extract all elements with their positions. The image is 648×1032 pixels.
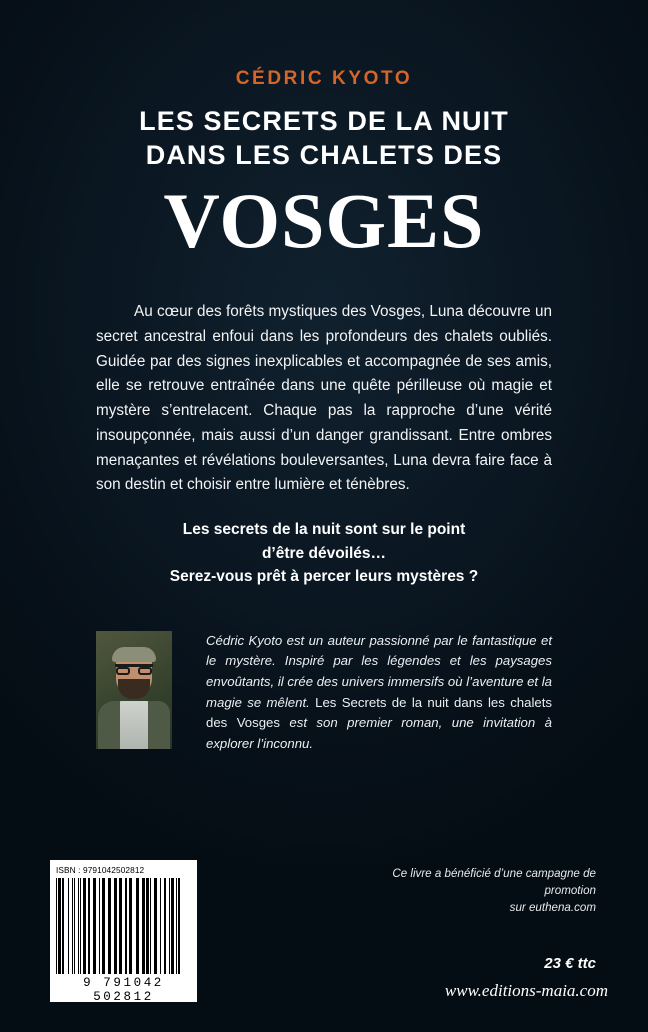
barcode-digits: 9 791042 502812 bbox=[83, 976, 164, 1004]
photo-jacket-right bbox=[148, 701, 170, 749]
photo-jacket-left bbox=[98, 701, 120, 749]
synopsis-text: Au cœur des forêts mystiques des Vosges, Luna découvre un secret ancestral enfoui dans les profondeurs des chalets oubliés. Guidée par des signes inexplicables et accompagnée de ses amis, elle se retrouve entraînée dans une quête périlleuse où magie et mystère s’entrelacent. Chaque pas la rapproche d’une vérité insoupçonnée, mais aussi d’un danger grandissant. Entre ombres menaçantes et révélations bouleversantes, Luna devra faire face à son destin et choisir entre lumière et ténèbres. bbox=[96, 303, 552, 494]
author-name: CÉDRIC KYOTO bbox=[235, 68, 413, 89]
title-line-1: LES SECRETS DE LA NUIT bbox=[139, 106, 509, 136]
tagline-line-1: Les secrets de la nuit sont sur le point bbox=[182, 521, 466, 539]
promotion-note bbox=[366, 866, 596, 916]
tagline-line-3: Serez-vous prêt à percer leurs mystères ? bbox=[169, 568, 479, 586]
title-block bbox=[0, 104, 648, 265]
photo-beard-shape bbox=[118, 679, 150, 699]
author-bio-text bbox=[206, 631, 552, 755]
title-line-2: DANS LES CHALETS DES bbox=[145, 140, 503, 171]
tagline-line-2: d’être dévoilés… bbox=[261, 544, 387, 562]
title-main-word: VOSGES bbox=[163, 177, 485, 265]
author-bio-section bbox=[96, 631, 552, 755]
barcode-bars bbox=[56, 878, 191, 974]
isbn-label: ISBN : 9791042502812 bbox=[56, 865, 145, 875]
publisher-website: www.editions-maia.com bbox=[444, 981, 608, 1000]
bio-book-title: Les Secrets de la nuit dans les chalets des Vosges bbox=[206, 694, 552, 731]
bio-part-1: Cédric Kyoto est un auteur passionné par le fantastique et le mystère. Inspiré par les légendes et les paysages envoûtants, il crée des univers immersifs où l’aventure et la magie se mêlent. bbox=[206, 632, 552, 710]
price-label: 23 € ttc bbox=[544, 955, 596, 972]
photo-cap-shape bbox=[112, 647, 156, 662]
promotion-line-2: sur euthena.com bbox=[509, 900, 596, 914]
tagline-block bbox=[96, 518, 552, 589]
author-photo bbox=[96, 631, 172, 749]
promotion-line-1: Ce livre a bénéficié d’une campagne de promotion bbox=[392, 867, 596, 897]
barcode-block bbox=[50, 860, 197, 1002]
bio-part-3: est son premier roman, une invitation à explorer l’inconnu. bbox=[206, 715, 553, 751]
glasses-icon bbox=[115, 664, 153, 673]
